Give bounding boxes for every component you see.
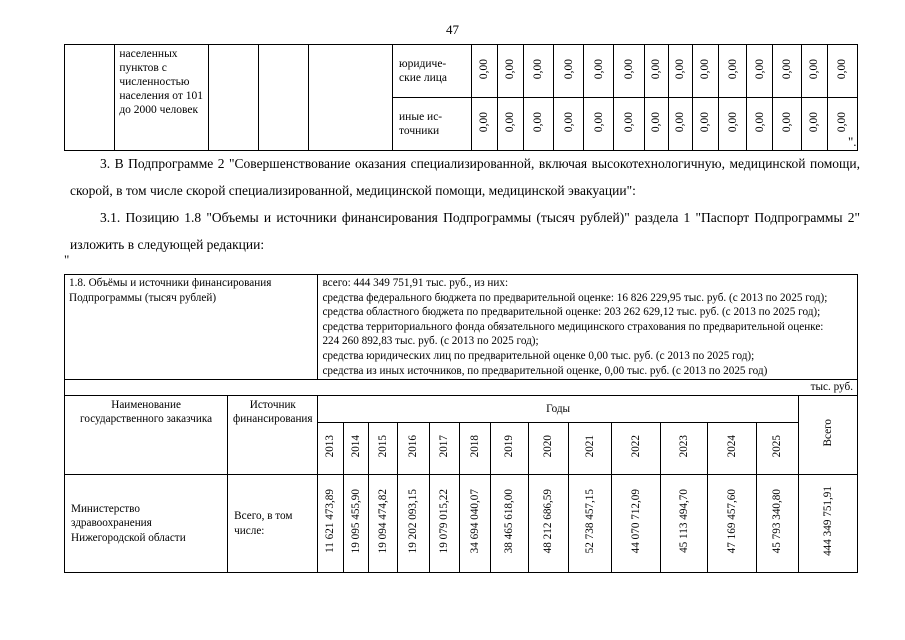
value-cell: 19 079 015,22: [438, 489, 451, 554]
value-cell: 0,00: [674, 112, 687, 133]
year-header: 2023: [677, 435, 690, 458]
value-cell: 0,00: [504, 112, 517, 133]
value-cell: 0,00: [532, 59, 545, 80]
paragraph-3-1: 3.1. Позицию 1.8 "Объемы и источники финансирования Подпрограммы (тысяч рублей)" раздела 1 "Паспорт Подпрограммы 2" изложить в следующей редакции:: [70, 210, 860, 252]
passport-line: средства территориального фонда обязательного медицинского страхования по предварительной оценке:: [322, 320, 824, 333]
year-header: 2019: [502, 435, 515, 458]
year-header: 2016: [407, 435, 420, 458]
value-cell: 0,00: [780, 59, 793, 80]
value-cell: 0,00: [726, 59, 739, 80]
year-header: 2018: [468, 435, 481, 458]
source-header: Источник финансирования: [228, 395, 318, 475]
year-header: 2022: [629, 435, 642, 458]
year-header: 2013: [324, 435, 337, 458]
customer-cell: Министерство здравоохранения Нижегородской области: [65, 475, 228, 573]
passport-details: [318, 275, 858, 380]
value-cell: 0,00: [478, 112, 491, 133]
source-cell: Всего, в том числе:: [228, 475, 318, 573]
value-cell: 0,00: [504, 59, 517, 80]
value-cell: 19 095 455,90: [349, 489, 362, 554]
value-cell: 48 212 686,59: [542, 489, 555, 554]
unit-row: [65, 380, 858, 396]
value-cell: 0,00: [622, 112, 635, 133]
table-row: [65, 45, 858, 98]
year-header: 2024: [725, 435, 738, 458]
value-cell: 45 113 494,70: [677, 489, 690, 554]
passport-line: средства областного бюджета по предварительной оценке: 203 262 629,12 тыс. руб. (с 2013 по 2025 год);: [322, 306, 821, 319]
closing-quote: ".: [848, 134, 857, 149]
value-cell: 0,00: [808, 59, 821, 80]
value-cell: 19 094 474,82: [376, 489, 389, 554]
year-header: 2025: [771, 435, 784, 458]
value-cell: 47 169 457,60: [725, 489, 738, 554]
value-cell: 44 070 712,09: [629, 489, 642, 554]
opening-quote: ": [64, 252, 70, 267]
total-header: Всего: [821, 418, 834, 447]
value-cell: 34 694 040,07: [468, 489, 481, 554]
source-cell: юридиче-ские лица: [393, 45, 471, 98]
value-cell: 0,00: [726, 112, 739, 133]
value-cell: 11 621 473,89: [324, 489, 337, 554]
value-cell: 0,00: [836, 112, 849, 133]
table-row: [65, 475, 858, 573]
passport-line: средства из иных источников, по предварительной оценке, 0,00 тыс. руб. (с 2013 по 2025 год): [322, 364, 768, 377]
unit-label: тыс. руб.: [65, 380, 858, 396]
source-cell: иные ис-точники: [393, 98, 471, 151]
passport-line: средства федерального бюджета по предварительной оценке: 16 826 229,95 тыс. руб. (с 2013 по 2025 год);: [322, 291, 828, 304]
value-cell: 0,00: [753, 112, 766, 133]
value-cell: 0,00: [780, 112, 793, 133]
passport-line: средства юридических лиц по предварительной оценке 0,00 тыс. руб. (с 2013 по 2025 год);: [322, 349, 755, 362]
value-cell: 0,00: [699, 59, 712, 80]
years-header: Годы: [318, 395, 798, 423]
value-cell: 52 738 457,15: [583, 489, 596, 554]
year-header: 2021: [583, 435, 596, 458]
value-cell: 0,00: [650, 112, 663, 133]
header-row: [65, 395, 858, 423]
value-cell: 0,00: [532, 112, 545, 133]
value-cell: 0,00: [808, 112, 821, 133]
customer-header: Наименование государственного заказчика: [65, 395, 228, 475]
value-cell: 0,00: [699, 112, 712, 133]
value-cell: 0,00: [562, 112, 575, 133]
value-cell: 38 465 618,00: [502, 489, 515, 554]
value-cell: 19 202 093,15: [407, 489, 420, 554]
value-cell: 0,00: [650, 59, 663, 80]
value-cell: 0,00: [674, 59, 687, 80]
locality-cell: населенных пунктов с численностью населения от 101 до 2000 человек: [115, 45, 209, 151]
value-cell: 0,00: [562, 59, 575, 80]
passport-line: 224 260 892,83 тыс. руб. (с 2013 по 2025 год);: [322, 335, 539, 348]
passport-table: [64, 274, 858, 573]
value-cell: 0,00: [592, 59, 605, 80]
value-cell: 45 793 340,80: [771, 489, 784, 554]
value-cell: 0,00: [592, 112, 605, 133]
year-header: 2020: [542, 435, 555, 458]
year-header: 2015: [376, 435, 389, 458]
value-cell: 0,00: [753, 59, 766, 80]
continued-table: [64, 44, 858, 151]
value-cell: 0,00: [836, 59, 849, 80]
passport-row: [65, 275, 858, 380]
paragraph-3: 3. В Подпрограмме 2 "Совершенствование оказания специализированной, включая высокотехнологичную, медицинской помощи, скорой, в том числе скорой специализированной, медицинской помощи, медицинской эвакуации":: [70, 156, 860, 198]
value-cell: 0,00: [622, 59, 635, 80]
passport-label: 1.8. Объёмы и источники финансирования Подпрограммы (тысяч рублей): [65, 275, 318, 380]
page-number: 47: [446, 22, 459, 37]
year-header: 2014: [349, 435, 362, 458]
passport-line: всего: 444 349 751,91 тыс. руб., из них:: [322, 277, 509, 289]
year-header: 2017: [438, 435, 451, 458]
total-cell: 444 349 751,91: [821, 486, 834, 557]
value-cell: 0,00: [478, 59, 491, 80]
